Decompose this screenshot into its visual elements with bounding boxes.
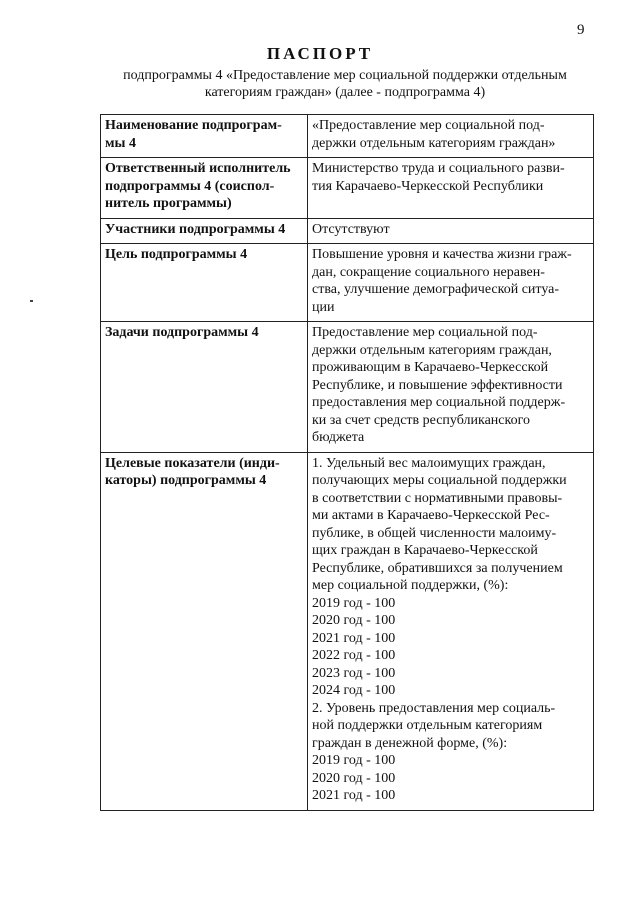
table-row — [101, 322, 594, 453]
row-label-line: нитель программы) — [105, 196, 232, 211]
row-value-line: 2021 год - 100 — [312, 788, 396, 803]
row-value-line: ки за счет средств республиканского — [312, 412, 530, 428]
table-row — [101, 218, 594, 244]
row-value-line: Повышение уровня и качества жизни граж- — [312, 247, 572, 262]
row-value-line: бюджета — [312, 430, 365, 445]
row-value-line: публике, в общей численности малоиму- — [312, 525, 557, 541]
row-label-line: подпрограммы 4 (соиспол- — [105, 178, 275, 194]
row-value-line: 2020 год - 100 — [312, 770, 396, 786]
row-label-line: Задачи подпрограммы 4 — [105, 325, 259, 340]
row-value-cell — [308, 218, 594, 244]
passport-table — [100, 114, 594, 811]
row-value-line: держки отдельным категориям граждан» — [312, 135, 556, 151]
row-value-line: щих граждан в Карачаево-Черкесской — [312, 543, 538, 558]
row-label-line: каторы) подпрограммы 4 — [105, 473, 267, 488]
scan-speck — [30, 300, 33, 302]
row-label-cell — [101, 218, 308, 244]
row-value-line: 2020 год - 100 — [312, 613, 396, 628]
row-value-line: предоставления мер социальной поддерж- — [312, 395, 566, 410]
row-value-cell — [308, 452, 594, 810]
document-subtitle — [95, 67, 595, 101]
row-value-cell — [308, 115, 594, 158]
row-value-line: 1. Удельный вес малоимущих граждан, — [312, 455, 546, 471]
row-value-line: ной поддержки отдельным категориям — [312, 718, 543, 733]
document-title: ПАСПОРТ — [266, 44, 374, 63]
row-value-line: Республике, и повышение эффективности — [312, 377, 563, 393]
row-value-line: Отсутствуют — [312, 221, 390, 237]
row-value-line: 2019 год - 100 — [312, 753, 396, 768]
row-value-line: Республике, обратившихся за получением — [312, 560, 563, 576]
row-value-line: держки отдельным категориям граждан, — [312, 342, 552, 358]
subtitle-line: категориям граждан» (далее - подпрограмма 4) — [204, 85, 486, 100]
row-value-line: ства, улучшение демографической ситуа- — [312, 282, 560, 297]
row-label-line: мы 4 — [105, 135, 136, 151]
row-label-cell — [101, 322, 308, 453]
row-label-line: Участники подпрограммы 4 — [105, 221, 286, 237]
row-value-line: 2. Уровень предоставления мер социаль- — [312, 700, 556, 716]
row-value-cell — [308, 244, 594, 322]
row-value-cell — [308, 158, 594, 219]
row-label-line: Ответственный исполнитель — [105, 161, 291, 176]
table-row — [101, 158, 594, 219]
row-value-line: в соответствии с нормативными правовы- — [312, 490, 563, 506]
row-label-line: Наименование подпрограм- — [105, 118, 282, 133]
row-value-line: граждан в денежной форме, (%): — [312, 735, 508, 751]
row-value-line: дан, сокращение социального неравен- — [312, 264, 545, 280]
table-row — [101, 115, 594, 158]
row-value-line: 2023 год - 100 — [312, 665, 396, 681]
row-value-line: 2024 год - 100 — [312, 683, 396, 698]
row-value-line: проживающим в Карачаево-Черкесской — [312, 360, 549, 375]
row-label-cell — [101, 452, 308, 810]
page-number: 9 — [577, 22, 585, 38]
table-row — [101, 244, 594, 322]
table-row — [101, 452, 594, 810]
row-label-line: Цель подпрограммы 4 — [105, 247, 248, 262]
row-value-line: 2019 год - 100 — [312, 595, 396, 611]
row-value-line: Министерство труда и социального разви- — [312, 161, 565, 176]
subtitle-line: подпрограммы 4 «Предоставление мер социальной поддержки отдельным — [123, 68, 567, 83]
row-value-line: 2021 год - 100 — [312, 630, 396, 646]
row-label-cell — [101, 244, 308, 322]
row-value-line: 2022 год - 100 — [312, 648, 396, 663]
row-value-line: «Предоставление мер социальной под- — [312, 118, 545, 133]
row-value-line: Предоставление мер социальной под- — [312, 325, 538, 340]
row-value-line: мер социальной поддержки, (%): — [312, 578, 509, 593]
row-value-line: тия Карачаево-Черкесской Республики — [312, 178, 544, 194]
row-label-cell — [101, 158, 308, 219]
row-value-line: ции — [312, 299, 335, 315]
row-value-cell — [308, 322, 594, 453]
row-value-line: ми актами в Карачаево-Черкесской Рес- — [312, 508, 550, 523]
row-label-line: Целевые показатели (инди- — [105, 455, 280, 471]
row-value-line: получающих меры социальной поддержки — [312, 473, 567, 488]
row-label-cell — [101, 115, 308, 158]
